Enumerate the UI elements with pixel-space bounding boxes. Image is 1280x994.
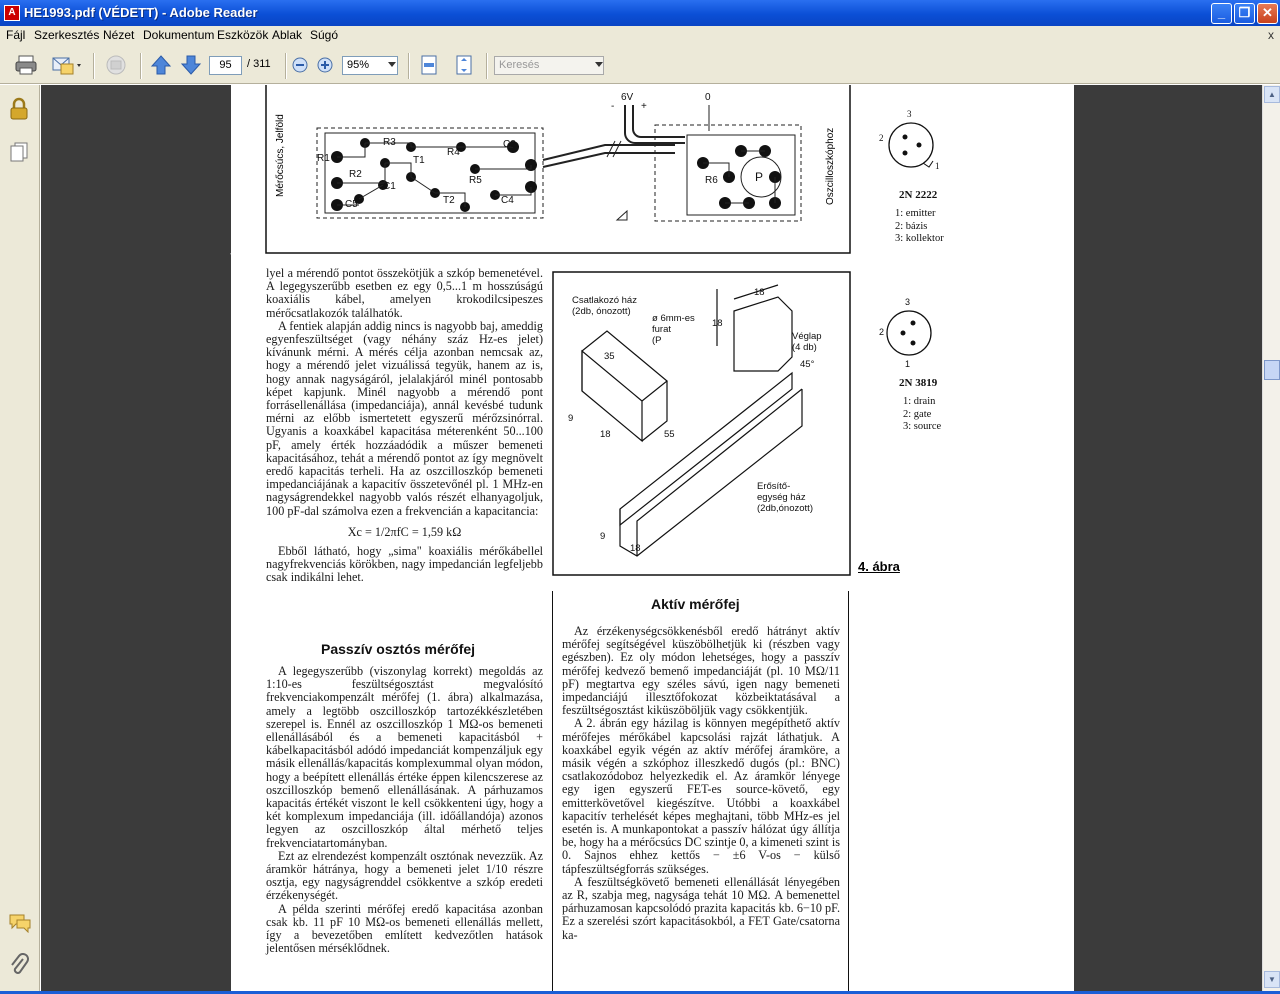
dim-55: 55 (664, 429, 675, 440)
document-viewport[interactable] (41, 85, 1262, 991)
menu-file[interactable]: Fájl (6, 28, 26, 42)
paragraph: A fentiek alapján addig nincs is nagyobb baj, ameddig egyenfeszültséget (vagy néhány száz Hz-es jelet) kívánunk mérni. A mérés célja azonban nemcsak az, hogy a mérendő jelet vizuálissá tegyük, hanem az is, hogy annak nagyságáról, jelalakjáról minél pontosabb képet kapjunk. Minél nagyobb a mérendő pont forrásellenállása (impedanciája), annál kevésbé tudunk mérni az előbb ismertetett egyszerű mérőzsinórral. Ugyanis a koaxkábel kapacitása méterenként 50...100 pF, amely érték hozzáadódik a műszer bemeneti kapacitásához, tehát a mérendő pontot az így megnövelt eredő kapacitás terheli. Ha az oszcilloszkóp bemeneti impedanciájának a kapacitív összetevőnél pl. 1 MHz-en nagyságrendekkel nagyobb valós részét elhanyagoljuk, 100 pF-dal számolva ezen a frekvencián a kapacitancia: (266, 318, 543, 518)
label-connector-housing: Csatlakozó ház (2db, ónozott) (572, 295, 637, 317)
schematic-label-r4: R4 (447, 147, 460, 158)
minimize-button[interactable]: _ (1211, 3, 1232, 24)
schematic-label-r3: R3 (383, 137, 396, 148)
menu-document[interactable]: Dokumentum (143, 28, 215, 42)
search-input[interactable]: Keresés (494, 56, 604, 75)
schematic-label-c4: C4 (501, 195, 514, 206)
email-icon[interactable] (48, 53, 86, 77)
transistor-2n3819-legend (903, 396, 941, 434)
schematic-label-c5: C5 (345, 199, 358, 210)
menu-edit[interactable]: Szerkesztés (34, 28, 100, 42)
zoom-in-icon[interactable] (315, 53, 335, 77)
close-button[interactable]: ✕ (1257, 3, 1278, 24)
column-rule-left (552, 591, 553, 991)
menu-window[interactable]: Ablak (272, 28, 303, 42)
text-column-right (562, 625, 840, 942)
vertical-scrollbar[interactable] (1262, 85, 1280, 991)
pin-label-2: 2 (879, 133, 884, 143)
transistor-2n3819-pinout (879, 297, 943, 369)
fit-page-icon[interactable] (416, 53, 442, 77)
menu-tools[interactable]: Eszközök (217, 28, 269, 42)
schematic-label-r6: R6 (705, 175, 718, 186)
figure-4-caption: 4. ábra (858, 559, 900, 574)
zoom-level-select[interactable]: 95% (342, 56, 398, 75)
maximize-button[interactable]: ❐ (1234, 3, 1255, 24)
transistor-2n2222-pinout (879, 109, 943, 173)
legend-item: 1: drain (903, 396, 936, 407)
dim-18-bottom: 18 (630, 543, 641, 554)
transistor-2n2222-legend (895, 208, 944, 246)
dim-9-top: 9 (568, 413, 574, 424)
column-rule-right (848, 591, 849, 991)
dim-18-front: 18 (600, 429, 611, 440)
transistor-2n2222-title: 2N 2222 (899, 189, 938, 201)
schematic-label-minus: - (611, 101, 615, 112)
paragraph: A példa szerinti mérőfej eredő kapacitása azonban csak kb. 11 pF 10 MΩ-os bemeneti ellenállás mellett, így a bevezetőben említett kedvezőtlen hatások jelentősen mérséklődnek. (266, 901, 543, 956)
schematic-label-c1: C1 (383, 181, 396, 192)
pin-label-3: 3 (905, 297, 911, 307)
lock-icon[interactable] (8, 97, 30, 126)
search-dropdown-icon[interactable] (594, 53, 604, 77)
toolbar (0, 47, 1280, 84)
window-title: HE1993.pdf (VÉDETT) - Adobe Reader (24, 5, 258, 20)
pin-label-1: 1 (905, 359, 911, 369)
schematic-label-t2: T2 (443, 195, 455, 206)
schematic-label-scope: Oszcilloszkóphoz (825, 127, 836, 205)
legend-item: 2: bázis (895, 220, 928, 232)
paragraph: A feszültségkövető bemeneti ellenállását lényegében az R, szabja meg, nagysága tehát 10 MΩ. A bemenettel párhuzamosan kapcsolódó prazita kapacitás kb. 6−10 pF. Ez a szerelési szórt kapacitásokból, a FET Gate/csatorna ka- (562, 874, 841, 942)
dim-35: 35 (604, 351, 615, 362)
menu-view[interactable]: Nézet (103, 28, 135, 42)
text-column-left-2 (266, 665, 543, 955)
circuit-schematic (265, 85, 853, 255)
navigation-panel (0, 85, 40, 991)
dim-9-bottom: 9 (600, 531, 606, 542)
paragraph: A 2. ábrán egy házilag is könnyen megépíthető aktív mérőfejes mérőkábel kapcsolási rajzát láthatjuk. A koaxkábel egyik végén az aktív mérőfej áramköre, a másik végén a szkóphoz illeszkedő dugós (pl.: BNC) csatlakozódoboz helyezkedik el. Az áramkör lényege egy igen egyszerű FET-es source-követő, egy emitterkövetővel kiegészítve. Utóbbi a koaxkábel kapacitív terhelését képes meghajtani, több MHz-es jel esetén is. A munkapontokat a passzív hálózat úgy állítja be, hogy ha a mérőcsúcs DC szintje 0, a kimeneti szint is 0. Sajnos ehhez kettős − ±6 V-os − külső tápfeszültségforrás szükséges. (562, 716, 840, 876)
transistor-2n3819-title: 2N 3819 (899, 377, 938, 389)
zoom-dropdown-icon[interactable] (386, 53, 398, 77)
pdf-page (231, 85, 1074, 991)
menu-close-icon[interactable]: x (1268, 28, 1274, 42)
scrollbar-thumb[interactable] (1264, 360, 1280, 380)
pin-label-3: 3 (907, 109, 912, 119)
page-total: / 311 (247, 58, 271, 70)
comments-icon[interactable] (8, 913, 32, 938)
pin-label-2: 2 (879, 327, 885, 337)
heading-passive-probe: Passzív osztós mérőfej (321, 641, 476, 657)
print-icon[interactable] (12, 53, 40, 77)
paragraph: Az érzékenységcsökkenésből eredő hátrányt aktív mérőfej segítségével küszöbölhetjük ki (részben vagy egészben). Ez oly módon lehetséges, hogy a passzív mérőfej kedvező bemenő impedanciáját (pl. 10 MΩ/11 pF) megtartva egy széles sávú, igen nagy bemeneti impedanciájú illesztőfokozat közbeiktatásával a feszültségosztást kiküszöböljük vagy csökkentjük. (562, 624, 840, 718)
title-bar (0, 0, 1280, 26)
schematic-label-r1: R1 (317, 153, 330, 164)
legend-item: 3: source (903, 421, 942, 432)
text-column-left (266, 267, 543, 585)
collaborate-icon (100, 53, 132, 77)
pin-label-1: 1 (935, 161, 940, 171)
previous-page-icon[interactable] (148, 53, 174, 77)
attachment-icon[interactable] (8, 953, 30, 982)
fit-width-icon[interactable] (451, 53, 477, 77)
scroll-up-icon[interactable]: ▲ (1264, 86, 1280, 103)
legend-item: 1: emitter (895, 208, 936, 219)
figure-4-drawing (552, 271, 852, 577)
schematic-label-c2: C2 (503, 139, 516, 150)
formula: Xc = 1/2πfC = 1,59 kΩ (347, 524, 462, 539)
page-number-input[interactable]: 95 (209, 56, 242, 75)
schematic-label-plus: + (641, 101, 647, 112)
schematic-label-r5: R5 (469, 175, 482, 186)
pdf-icon: A (4, 5, 20, 21)
menu-bar (0, 26, 1280, 47)
schematic-label-probe: Mérőcsúcs, Jelföld (275, 114, 286, 197)
pages-icon[interactable] (8, 141, 30, 168)
legend-item: 2: gate (903, 408, 932, 420)
label-hole: ø 6mm-es furat (P (652, 313, 695, 346)
dim-18-top: 18 (754, 287, 765, 298)
dim-18-side: 18 (712, 318, 723, 329)
paragraph: lyel a mérendő pontot összekötjük a szkóp bemenetével. A legegyszerűbb esetben ez egy 0,5...1 m hosszúságú koaxiális kábel, amelyen krokodilcsipeszes mérőcsatlakozók találhatók. (266, 266, 543, 320)
schematic-label-p: P (755, 170, 764, 184)
menu-help[interactable]: Súgó (310, 28, 339, 42)
label-endplate: Véglap (4 db) (792, 331, 822, 353)
paragraph: A legegyszerűbb (viszonylag korrekt) megoldás az 1:10-es feszültségosztást megvalósító frekvenciakompenzált mérőfej (1. ábra) alkalmazása, amely a legtöbb oszcilloszkóp tartozékkészletében szerepel is. Ennél az oszcilloszkóp 1 MΩ-os bemeneti ellenállásából és a bemeneti kapacitásból + kábelkapacitásból adódó impedanciát kompenzáljuk egy másik ellenállás/kapacitás komplexummal olyan módon, hogy a beépített ellenállás értéke éppen kilencszerese az oszcilloszkóp bemenő ellenállásának. A párhuzamos kapacitás értékét viszont le kell csökkenteni úgy, hogy a két komplexum impedanciája (ill. időállandója) azonos legyen az oszcilloszkóp által mérhető teljes frekvenciatartományban. (266, 664, 543, 850)
schematic-label-r2: R2 (349, 169, 362, 180)
schematic-label-6v: 6V (621, 92, 634, 103)
label-angle: 45° (800, 359, 815, 370)
scroll-down-icon[interactable]: ▼ (1264, 971, 1280, 988)
schematic-label-zero: 0 (705, 92, 711, 103)
paragraph: Ezt az elrendezést kompenzált osztónak nevezzük. Az áramkör hátránya, hogy a bemeneti jelet 1/10 részre osztja, egy nagyságrenddel csökkentve a szkóp eredeti érzékenységét. (266, 848, 543, 903)
label-amplifier-housing: Erősítő-egység ház (2db,ónozott) (757, 481, 813, 514)
paragraph: Ebből látható, hogy „sima" koaxiális mérőkábellel nagyfrekvenciás körökben, nagy impedancián legfeljebb csak indikálni lehet. (266, 544, 543, 585)
heading-active-probe: Aktív mérőfej (651, 596, 740, 612)
legend-item: 3: kollektor (895, 233, 944, 244)
zoom-out-icon[interactable] (290, 53, 310, 77)
next-page-icon[interactable] (178, 53, 204, 77)
schematic-label-t1: T1 (413, 155, 425, 166)
